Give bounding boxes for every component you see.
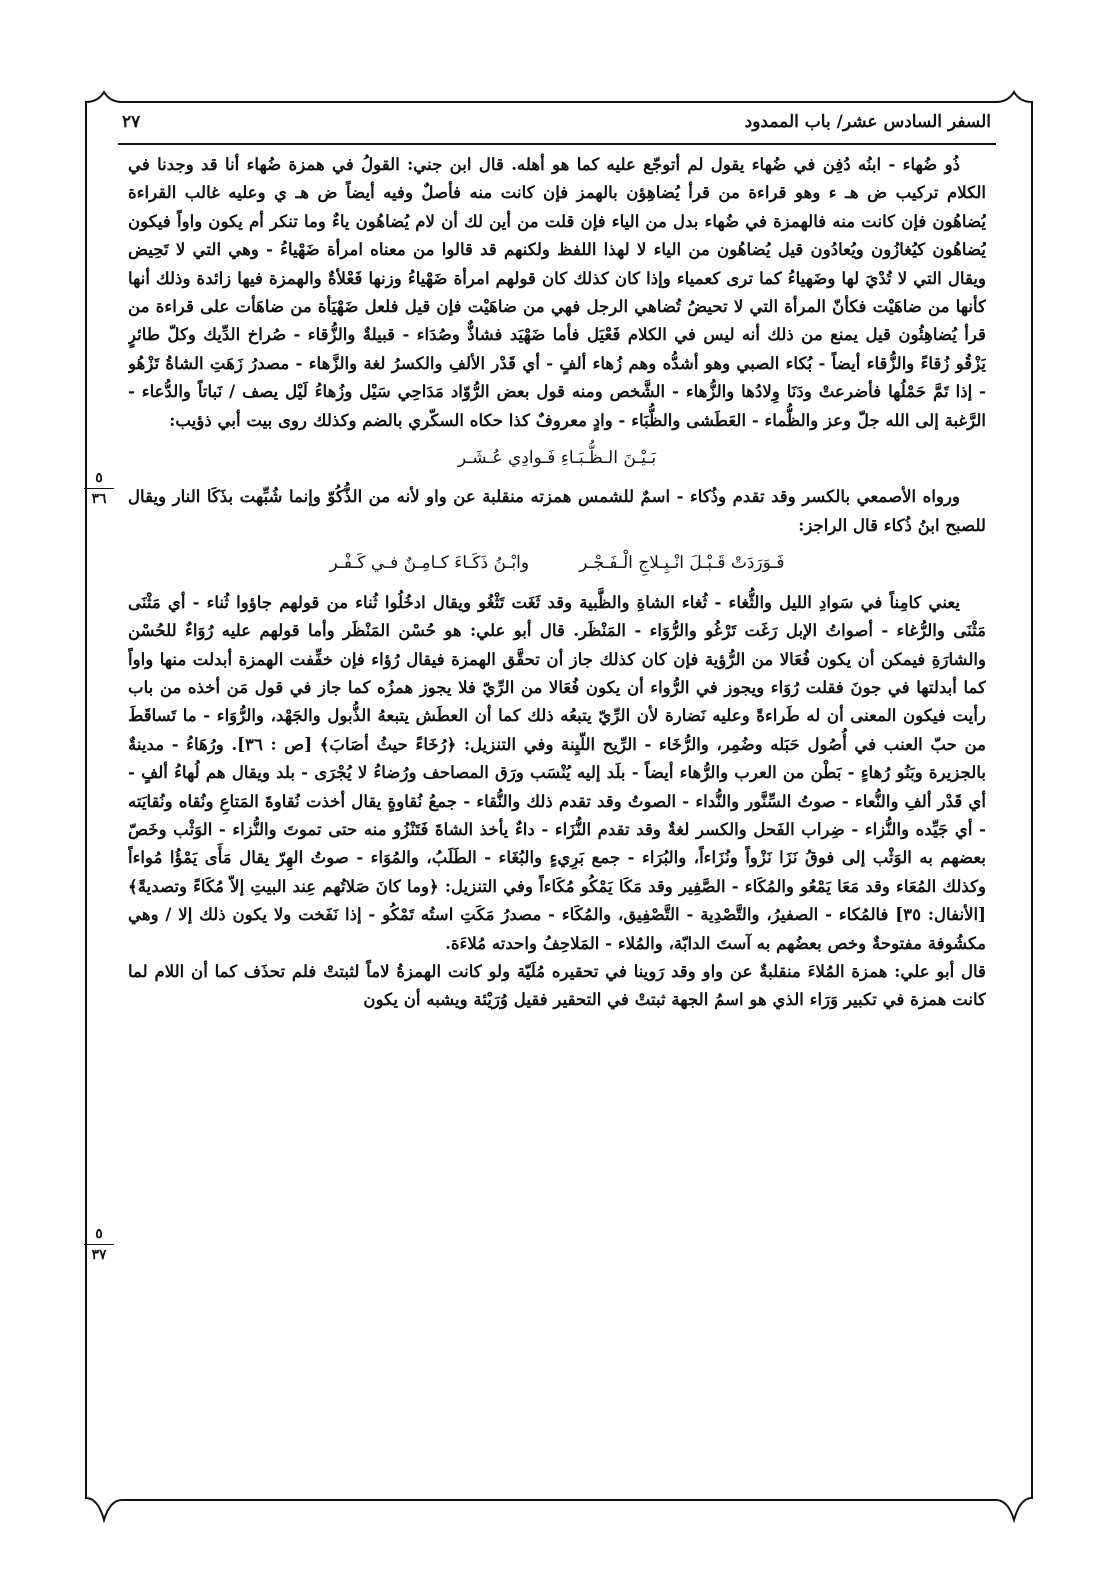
verse-hemistich-left: وابْـنُ ذَكَـاءَ كـامِـنٌ فـي كَـفْـر <box>329 553 530 574</box>
margin-marker-37 <box>84 1226 114 1263</box>
paragraph-4-text: همزة المُلاءَ منقلبةٌ عن واو وقد رَوينا في تحقيره مُلَيّة ولو كانت الهمزةُ لاماً لثبتتْ فلم تحذَف كما أن اللام لما كانت همزة في تكبير وَرَاء الذي هو اسمُ الجهة ثبتتْ في التحقير فقيل وُرَيْئة ويشبه أن يكون <box>128 960 986 1010</box>
margin-marker-bar <box>84 488 114 489</box>
running-title: السفر السادس عشر/ باب الممدود <box>744 112 991 132</box>
margin-marker-bottom: ٣٧ <box>91 1247 107 1263</box>
page-content <box>128 150 986 1511</box>
margin-marker-bar <box>84 1244 114 1245</box>
margin-marker-top: ٥ <box>95 470 103 486</box>
page-number: ٢٧ <box>122 112 141 132</box>
verse-abu-dhuayb: بَـيْـنَ الـظُّـبَـاءِ فَـوادِي عُـشَـر <box>457 448 657 469</box>
verse-rajaz <box>128 549 986 577</box>
margin-marker-bottom: ٣٦ <box>91 491 107 507</box>
page-header <box>122 104 991 140</box>
paragraph-4 <box>128 957 986 1014</box>
margin-marker-36 <box>84 470 114 507</box>
margin-marker-top: ٥ <box>95 1226 103 1242</box>
verse-hemistich-right: فَـوَرَدَتْ قَـبْـلَ انْـبِـلاجِ الْـفَـجْـر <box>579 553 785 574</box>
header-rule <box>118 143 996 145</box>
paragraph-4-lead: قال أبو علي: <box>894 960 986 981</box>
paragraph-2: ورواه الأصمعي بالكسر وقد تقدم وذُكاء - اسمٌ للشمس همزته منقلبة عن واو لأنه من الذُّكُوّ وإنما شُبِّهت بذَكَا النار ويقال للصبح ابنُ ذُكاء قال الراجز: <box>128 486 986 535</box>
paragraph-1: ذُو ضُهاء - ابنُه دُفِن في ضُهاء يقول لم أتوجّع عليه كما هو أهله. قال ابن جني: القولُ في همزة ضُهاء أنا قد وجدنا في الكلام تركيب ض هـ ء وهو قراءة من قرأ يُضاهِؤن بالهمز فإن كانت منه فأصلٌ وفيه أيضاً ض هـ ي وعليه غالب القراءة يُضاهُون فإن كانت منه فالهمزة في ضُهاء بدل من الياء فإن قلت من أين لك أن لام يُضاهُون ياءٌ وما تنكر أم يكون واواً فيكون يُضاهُون كيُغازُون ويُعادُون قيل يُضاهُون من الياء لا لهذا اللفظ ولكنهم قد قالوا من معناه امرأة ضَهْياءُ - وهي التي لا تَحِيض ويقال التي لا تُدْيَ لها وضَهياءُ كما ترى كعمياء وإذا كان كذلك كان قولهم امرأة ضَهْياءُ وزنها فَعْلأةٌ والهمزة فيها زائدة وذلك أنها كأنها من ضاهَيْت فكأنّ المرأة التي لا تحيضُ تُضاهي الرجل فهي من ضاهَيْت فإن قيل فلعل ضَهْيَأة من ضاهَأت على قراءة من قرأ يُضاهِئُون قيل يمنع من ذلك أنه ليس في الكلام فَعْيَل فأما ضَهْيَد فشاذٌّ وصُدَاء - قبيلةٌ والزُّقاء - صُراخ الدِّيك وكلّ طائرٍ يَزْقُو زُقاءً والزُّقاء أيضاً - بُكاء الصبي وهو أشدُّه وهم زُهاء ألفٍ - أي قَدْر الألفِ والكسرُ لغة والزَّهاء - مصدرُ زَهَتِ الشاةُ تَزْهُو - إذا تَمَّ حَمْلُها فأضرعتْ ودَنَا وِلادُها والزُّهاء - الشَّخص ومنه قول بعض الرُّوّاد مَدَاحِي سَيْل وزُهاءُ لَيْل يصف / نَباتاً والدُّعاء - الرَّغبة إلى الله جلّ وعز والظُّماء - العَطَشى والظُّبَاء - وادٍ معروفٌ كذا حكاه السكّري بالضم وكذلك روى بيت أبي ذؤيب: <box>128 154 986 430</box>
paragraph-3: يعني كامِناً في سَوادِ الليل والثُّغاء - ثُغاء الشاةِ والظَّبية وقد ثَغَت تَثْغُو ويقال ادخُلُوا ثُناء من قولهم جاؤوا ثُناء - أي مَثْنَى مَثْنَى والرُّغاء - أصواتُ الإبل رَغَت تَرْغُو والرُّوَاء - المَنْظَر. قال أبو علي: هو حُسْن المَنْظَر وأما قولهم عليه رُوَاءٌ للحُسْن والشارَةِ فيمكن أن يكون فُعَالا من الرُّؤية فإن كان كذلك جاز أن تحقَّق الهمزة فيقال رُؤاء فإن خفِّفت الهمزة أبدلت منها واواً كما أبدلتها في جونَ فقلت رُوَاء ويجوز في الرُّواء أن يكون فُعَالا من الرِّيّ فلا يجوز همزُه كما جاز في قول مَن أخذه من باب رأيت فيكون المعنى أن له طَراءةً وعليه نَضارة لأن الرِّيّ يتبعُه ذلك كما أن العطَش يتبعهُ الذُّبول والجَهْد، والرُّوَاء - ما تَساقَطَ من حبّ العنب في أُصُول حَبَله وضُمِر، والرُّخَاء - الرِّيح اللّيِنة وفي التنزيل: ﴿رُخَاءً حيثُ أصَابَ﴾ [ص : ٣٦]. ورُهَاءُ - مدينةٌ بالجزيرة وبَنُو رُهاءٍ - بَطْن من العرب والرُّهاء أيضاً - بلَد إليه يُنْسَب ورَق المصاحف ورُضاءُ لا يُجْرَى - بلد ويقال هم لُهاءُ ألفٍ - أي قَدْر ألفِ والنُّعاء - صوتُ السِّنَّور والنُّداء - الصوتُ وقد تقدم ذلك والنُّقاء - جمعُ نُقاوةٍ يقال أخذت نُقاوةَ المَتاعِ ونُقاه ونُقايَته - أي جَيِّده والنُّزاء - ضِراب الفَحل والكسر لغةٌ وقد تقدم النُّزَاء - داءٌ يأخذ الشاةَ فَتَنْزُو منه حتى تموتَ والنُّزاء - الوَثْب وخَصّ بعضهم به الوَثْب إلى فوقُ نَزَا نَزْواً ونُزَاءاً، والبُرَاء - جمع بَرِيءٍ والبُغَاء - الطَلَبُ، والمُوَاء - صوتُ الهِرّ يقال مَأَى يَمْؤُا مُواءاً وكذلك المُعَاء وقد مَعَا يَمْعُو والمُكَاء - الصَّفِير وقد مَكَا يَمْكُو مُكَاءاً وفي التنزيل: ﴿وما كانَ صَلاتُهم عِند البيتِ إلاّ مُكَاءً وتصديةً﴾ [الأنفال: ٣٥] فالمُكاء - الصفيرُ، والتَّصْدِية - التَّصْفِيق، والمُكَاء - مصدرُ مَكَتِ استُه تَمْكُو - إذا نَفَخت ولا يكون ذلك إلا / وهي مكشُوفة مفتوحةٌ وخص بعضُهم به آستَ الدابّة، والمُلاء - المَلاحِفُ واحدته مُلاءَة. <box>128 591 986 953</box>
